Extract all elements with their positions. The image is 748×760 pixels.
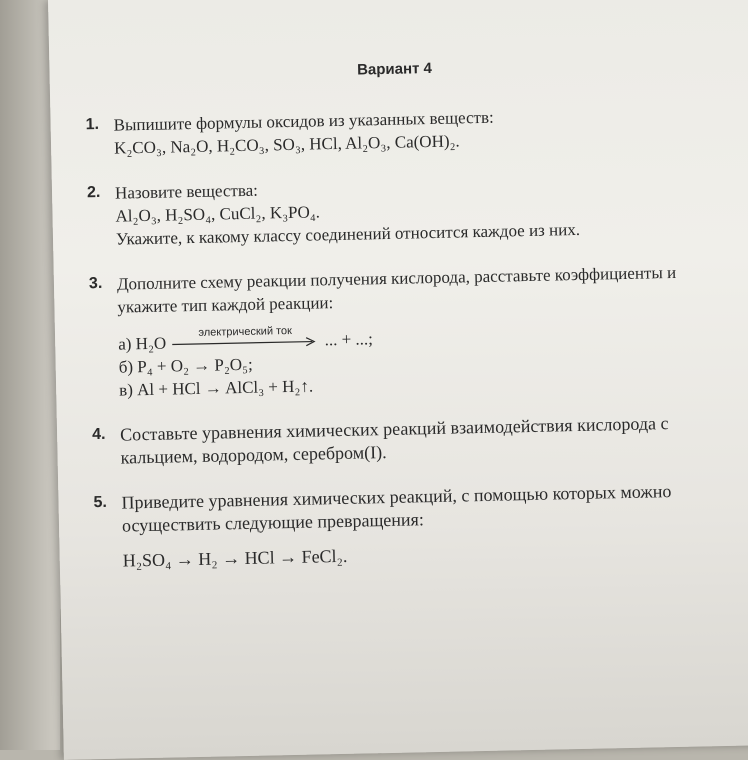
task-number: 4. [91, 425, 106, 444]
reaction-arrow [170, 325, 320, 352]
reaction-b: б) P₄ + O₂ → P₂O₅; [118, 354, 253, 377]
reaction-a-suffix: ... + ...; [324, 329, 374, 350]
task-text: Составьте уравнения химических реакций взаимодействия кислорода с кальцием, водородом, серебром(I). [119, 413, 669, 468]
task-number: 3. [88, 274, 103, 293]
task-3 [89, 260, 702, 402]
task-1 [85, 101, 696, 160]
worksheet-content [84, 54, 705, 595]
task-text: Выпишите формулы оксидов из указанных веществ: [113, 107, 494, 135]
reaction-a-prefix: а) H₂O [118, 333, 167, 354]
task-formulas: K₂CO₃, Na₂O, H₂CO₃, SO₃, HCl, Al₂O₃, Ca(OH)₂. [113, 131, 460, 158]
task-text-2: Укажите, к какому классу соединений относится каждое из них. [115, 219, 581, 249]
reaction-c: в) Al + HCl → AlCl₃ + H₂↑. [118, 376, 314, 400]
task-text: Дополните схему реакции получения кислорода, расставьте коэффициенты и укажите тип каждой реакции: [116, 262, 677, 317]
variant-title: Вариант 4 [356, 59, 433, 79]
task-number: 2. [86, 183, 101, 202]
task-5 [93, 479, 705, 573]
task-formulas: H₂SO₄ → H₂ → HCl → FeCl₂. [122, 545, 348, 571]
arrow-icon [170, 335, 320, 350]
task-text: Назовите вещества: [114, 180, 259, 203]
task-text: Приведите уравнения химических реакций, с помощью которых можно осуществить следующие превращения: [121, 481, 672, 536]
task-number: 5. [93, 493, 108, 512]
task-number: 1. [85, 115, 100, 134]
arrow-label: электрический ток [198, 325, 293, 340]
task-2 [87, 169, 698, 251]
task-4 [92, 411, 703, 470]
worksheet-page [48, 0, 748, 760]
task-formulas: Al₂O₃, H₂SO₄, CuCl₂, K₃PO₄. [115, 202, 321, 226]
